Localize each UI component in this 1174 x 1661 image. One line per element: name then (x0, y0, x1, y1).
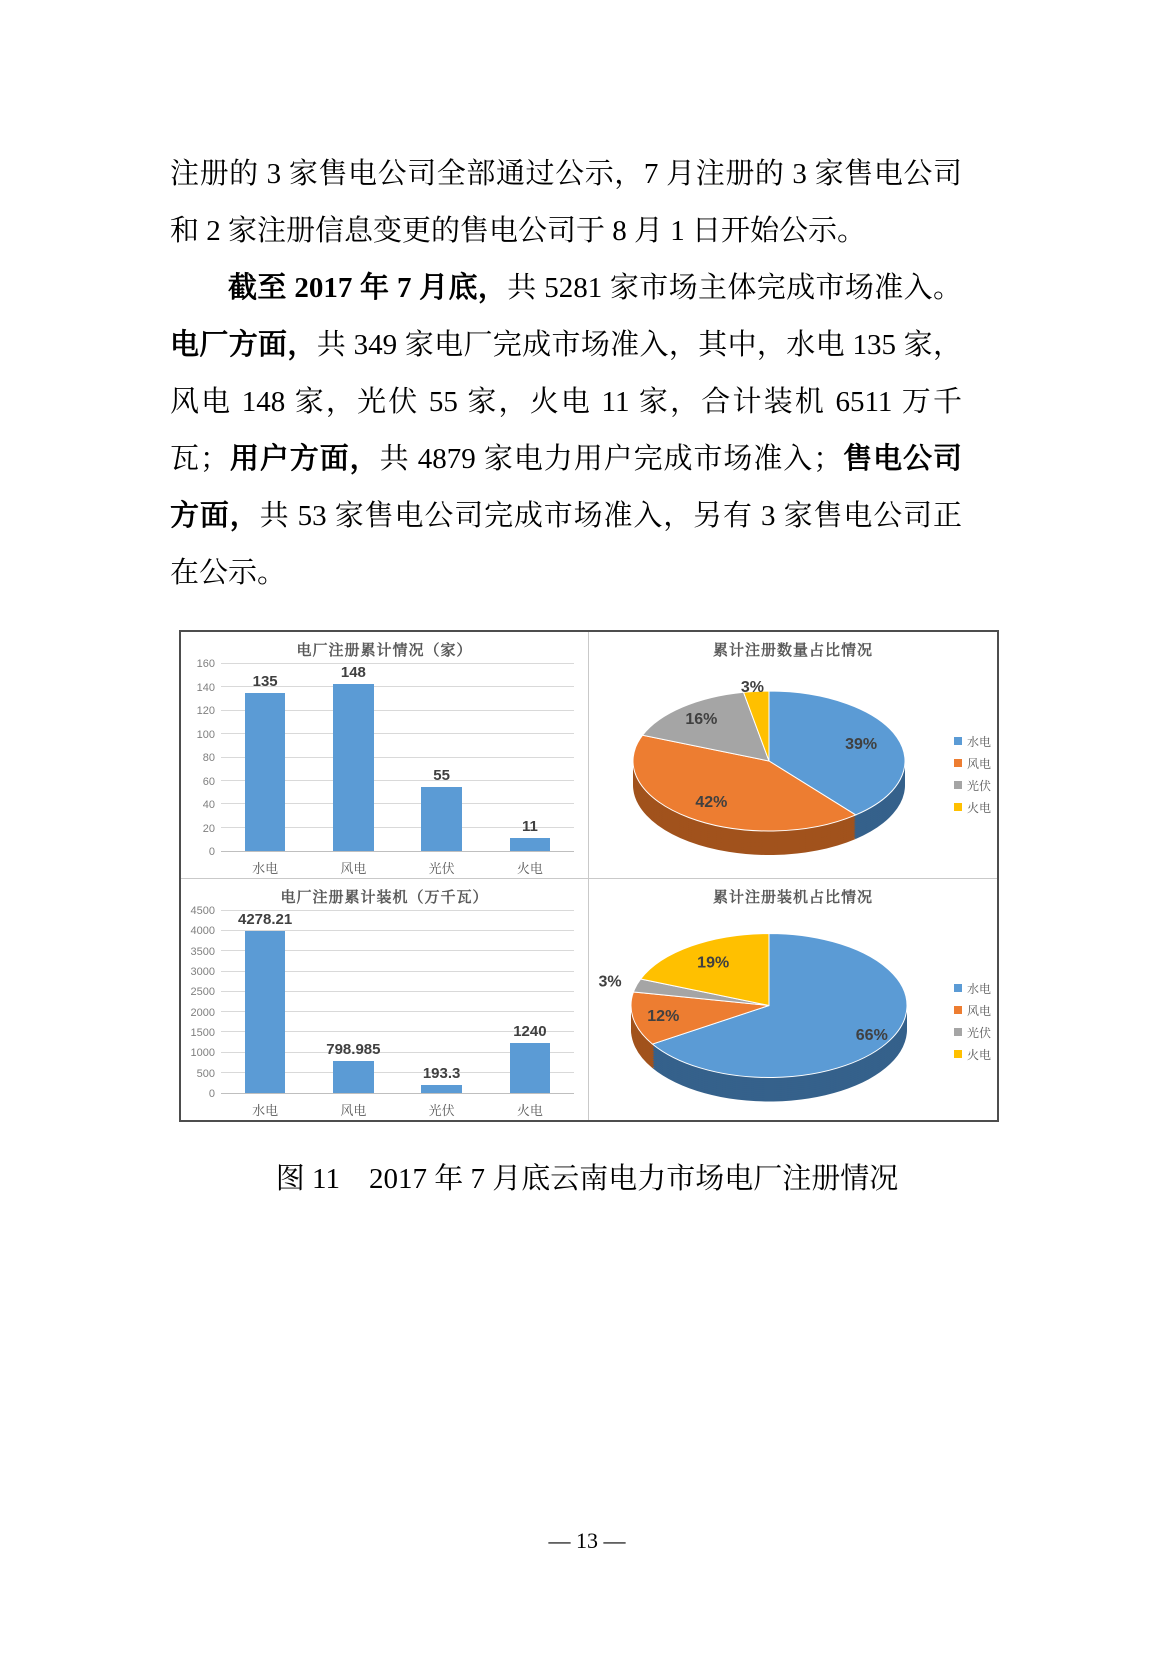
bar (333, 684, 374, 851)
y-tick-label: 0 (208, 1088, 215, 1100)
chart-title: 累计注册装机占比情况 (712, 889, 873, 906)
pie-percent-label: 3% (598, 973, 622, 991)
x-tick-label: 水电 (252, 861, 279, 876)
bar-value-label: 193.3 (422, 1065, 461, 1083)
figure-charts (179, 630, 999, 1122)
plot-area (221, 664, 574, 852)
legend-swatch (954, 1050, 962, 1058)
pie-chart (589, 905, 997, 1120)
legend-item (954, 752, 991, 774)
bar-column (221, 911, 309, 1093)
y-axis (187, 658, 221, 858)
body-text (170, 146, 962, 602)
x-tick-label: 火电 (516, 861, 543, 876)
paragraph-2-seg-1: 共 5281 家市场主体完成市场准入。 (507, 272, 962, 304)
pie-chart (589, 658, 997, 878)
legend-swatch (954, 984, 962, 992)
y-tick-label: 4000 (190, 925, 215, 938)
x-tick-label: 风电 (340, 1103, 367, 1118)
x-tick-label: 风电 (340, 861, 367, 876)
bar-value-label: 4278.21 (238, 911, 293, 928)
bar-value-label: 148 (340, 664, 366, 681)
y-axis (187, 905, 221, 1100)
legend-label: 风电 (966, 1003, 991, 1018)
pie-percent-label: 42% (695, 793, 728, 811)
bar-column (398, 664, 486, 851)
bar-chart (187, 658, 574, 858)
legend-label: 火电 (966, 1047, 991, 1062)
y-tick-label: 3000 (190, 966, 215, 978)
y-tick-label: 2000 (190, 1006, 215, 1019)
pie-percent-label: 39% (845, 735, 878, 753)
paragraph-2-seg-0: 截至 2017 年 7 月底， (228, 272, 508, 304)
y-tick-label: 120 (196, 705, 215, 717)
pie-percent-label: 19% (697, 954, 730, 972)
legend-label: 火电 (966, 800, 991, 815)
legend-item (954, 1021, 991, 1043)
paragraph-2 (170, 260, 962, 602)
bar-chart (187, 905, 574, 1100)
bar (333, 1061, 374, 1093)
paragraph-2-seg-4: 用户方面， (228, 443, 380, 475)
y-tick-label: 100 (196, 728, 215, 741)
y-tick-label: 1500 (190, 1027, 215, 1039)
y-tick-label: 500 (196, 1067, 215, 1080)
x-tick-label: 水电 (252, 1103, 279, 1118)
bar (510, 1043, 551, 1093)
y-tick-label: 40 (202, 799, 215, 811)
bar-value-label: 798.985 (326, 1040, 381, 1058)
bar-value-label: 55 (433, 766, 450, 784)
paragraph-2-seg-6: 售电公司方面， (170, 443, 962, 532)
legend-label: 光伏 (966, 778, 991, 793)
legend-item (954, 977, 991, 999)
legend-label: 水电 (966, 981, 991, 996)
legend-label: 光伏 (966, 1025, 991, 1040)
x-axis (221, 852, 574, 878)
legend-item (954, 730, 991, 752)
chart-capacity-share-pie (589, 879, 997, 1120)
legend-swatch (954, 781, 962, 789)
y-tick-label: 60 (202, 775, 215, 788)
pie-percent-label: 16% (685, 710, 718, 728)
legend-swatch (954, 803, 962, 811)
chart-title: 累计注册数量占比情况 (712, 642, 873, 659)
bar-value-label: 11 (521, 818, 538, 836)
pie-percent-label: 12% (647, 1008, 680, 1025)
paragraph-2-seg-3: 共 349 家电厂完成市场准入，其中，水电 135 家，风电 148 家，光伏 55 家，火电 11 家，合计装机 6511 万千瓦； (170, 329, 962, 475)
y-tick-label: 160 (196, 658, 215, 670)
chart-title: 电厂注册累计装机（万千瓦） (280, 889, 489, 906)
pie-percent-label: 66% (855, 1027, 888, 1044)
legend-swatch (954, 759, 962, 767)
legend-item (954, 774, 991, 796)
y-tick-label: 3500 (190, 945, 215, 958)
legend-swatch (954, 1006, 962, 1014)
y-tick-label: 1000 (190, 1047, 215, 1060)
bar-value-label: 135 (252, 673, 278, 691)
pie-svg (589, 905, 997, 1120)
bar-column (309, 664, 397, 851)
paragraph-1-text: 注册的 3 家售电公司全部通过公示，7 月注册的 3 家售电公司和 2 家注册信息变更的售电公司于 8 月 1 日开始公示。 (170, 158, 962, 247)
legend-item (954, 1043, 991, 1065)
bar-column (398, 911, 486, 1093)
bar (421, 787, 462, 851)
chart-capacity-bar (181, 879, 589, 1120)
legend-item (954, 796, 991, 818)
y-tick-label: 4500 (190, 905, 215, 917)
x-tick-label: 光伏 (428, 1103, 455, 1118)
figure-caption: 图 11 2017 年 7 月底云南电力市场电厂注册情况 (275, 1163, 899, 1195)
legend-label: 风电 (966, 756, 991, 771)
x-tick-label: 光伏 (428, 861, 455, 876)
legend-label: 水电 (966, 734, 991, 749)
x-tick-label: 火电 (516, 1103, 543, 1118)
legend-swatch (954, 1028, 962, 1036)
chart-count-share-pie (589, 632, 997, 879)
legend-swatch (954, 737, 962, 745)
pie-svg (589, 658, 997, 878)
pie-legend (954, 730, 991, 818)
pie-percent-label: 3% (740, 679, 764, 696)
bar-column (486, 664, 574, 851)
bar-column (221, 664, 309, 851)
x-axis (221, 1094, 574, 1120)
bar (245, 693, 286, 851)
chart-title: 电厂注册累计情况（家） (296, 642, 473, 659)
y-tick-label: 20 (202, 822, 215, 835)
bar (245, 931, 286, 1093)
pie-legend (954, 977, 991, 1065)
y-tick-label: 0 (208, 846, 215, 858)
paragraph-1 (170, 146, 962, 260)
bar (510, 838, 551, 851)
paragraph-2-seg-5: 共 4879 家电力用户完成市场准入； (379, 443, 843, 475)
y-tick-label: 140 (196, 681, 215, 694)
y-tick-label: 80 (202, 752, 215, 764)
y-tick-label: 2500 (190, 986, 215, 999)
bar-column (486, 911, 574, 1093)
bar-value-label: 1240 (513, 1022, 547, 1040)
paragraph-2-seg-2: 电厂方面， (170, 329, 317, 361)
bar-column (309, 911, 397, 1093)
paragraph-2-seg-7: 共 53 家售电公司完成市场准入，另有 3 家售电公司正在公示。 (170, 500, 962, 589)
plot-area (221, 911, 574, 1094)
page-number: — 13 — (548, 1528, 626, 1553)
chart-plant-count-bar (181, 632, 589, 879)
bar (421, 1085, 462, 1093)
legend-item (954, 999, 991, 1021)
